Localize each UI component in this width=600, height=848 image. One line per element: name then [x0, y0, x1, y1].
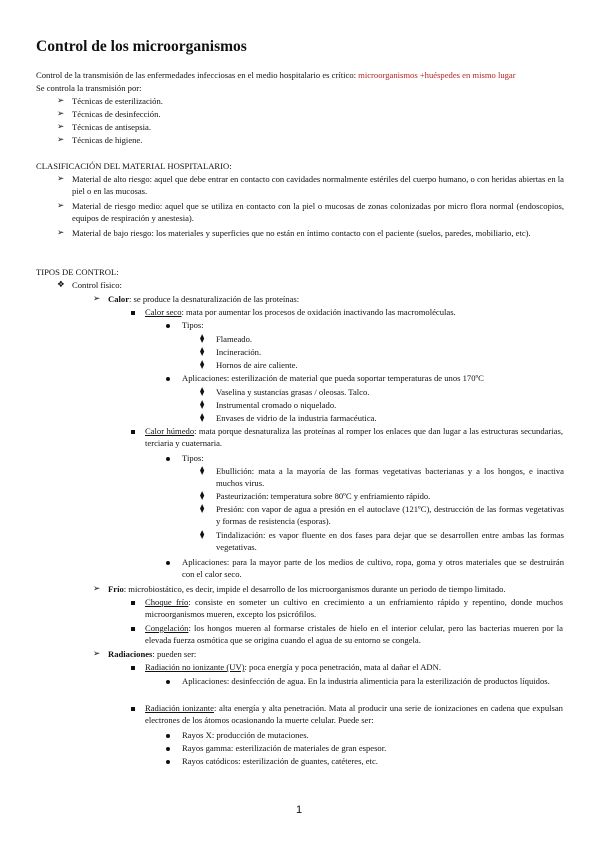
- list-item: Técnicas de esterilización.: [72, 96, 163, 106]
- radiaciones-label: Radiaciones: [108, 649, 153, 659]
- diamond-bullet-icon: ❖: [57, 280, 65, 290]
- list-item: Flameado.: [216, 334, 253, 344]
- section-heading: CLASIFICACIÓN DEL MATERIAL HOSPITALARIO:: [36, 161, 232, 171]
- document-title: Control de los microorganismos: [36, 38, 247, 55]
- calor-seco-text: : mata por aumentar los procesos de oxidación inactivando las macromoléculas.: [181, 307, 456, 317]
- square-bullet-icon: [131, 430, 135, 434]
- list-item: Vaselina y sustancias grasas / oleosas. Talco.: [216, 387, 370, 397]
- intro-line: [36, 70, 516, 82]
- choque-frio-label: Choque frío: [145, 597, 189, 607]
- radiacion-ionizante-item: [145, 703, 563, 726]
- list-item: Técnicas de antisepsia.: [72, 122, 151, 132]
- arrow-bullet-icon: ➢: [93, 649, 101, 659]
- round-bullet-icon: [166, 457, 170, 461]
- list-item: Envases de vidrio de la industria farmacéutica.: [216, 413, 377, 423]
- arrow-bullet-icon: ➢: [57, 135, 65, 145]
- round-bullet-icon: [166, 747, 170, 751]
- round-bullet-icon: [166, 680, 170, 684]
- round-bullet-icon: [166, 734, 170, 738]
- list-item: Incineración.: [216, 347, 262, 357]
- list-item: Tindalización: es vapor fluente en dos fases para dejar que se desarrollen entre ambas las formas vegetativas.: [216, 530, 564, 552]
- list-item: Rayos catódicos: esterilización de guantes, catéteres, etc.: [182, 756, 378, 766]
- list-item: Técnicas de desinfección.: [72, 109, 161, 119]
- arrow-bullet-icon: ➢: [57, 201, 65, 211]
- list-item: Rayos gamma: esterilización de materiales de gran espesor.: [182, 743, 387, 753]
- arrow-bullet-icon: ➢: [57, 122, 65, 132]
- diamond-bullet-icon: ⧫: [200, 530, 205, 540]
- diamond-bullet-icon: ⧫: [200, 387, 205, 397]
- radiaciones-item: [108, 649, 196, 661]
- frio-label: Frío: [108, 584, 124, 594]
- intro-text: Control de la transmisión de las enfermedades infecciosas en el medio hospitalario es crítico:: [36, 70, 359, 80]
- aplicaciones-text: Aplicaciones: esterilización de material que pueda soportar temperaturas de unos 170ºC: [182, 373, 484, 383]
- list-item: Material de riesgo medio: aquel que se utiliza en contacto con la piel o mucosas de zonas colonizadas por micro flora normal (endoscopios, equipos de respiración y anestesia).: [72, 201, 564, 223]
- section-heading: TIPOS DE CONTROL:: [36, 267, 119, 277]
- diamond-bullet-icon: ⧫: [200, 504, 205, 514]
- diamond-bullet-icon: ⧫: [200, 413, 205, 423]
- congelacion-text: : los hongos mueren al formarse cristales de hielo en el interior celular, pero las bacterias mueren por la elevada fuerza osmótica que se origina cuando el agua de su entorno se congela.: [145, 623, 563, 645]
- calor-text: : se produce la desnaturalización de las proteínas:: [129, 294, 300, 304]
- arrow-bullet-icon: ➢: [93, 294, 101, 304]
- calor-seco-label: Calor seco: [145, 307, 182, 317]
- intro-highlight: microorganismos +huéspedes en mismo lugar: [358, 70, 516, 80]
- radiacion-ionizante-label: Radiación ionizante: [145, 703, 214, 713]
- aplicaciones-text: Aplicaciones: desinfección de agua. En la industria alimenticia para la esterilización de productos líquidos.: [182, 676, 550, 686]
- arrow-bullet-icon: ➢: [93, 584, 101, 594]
- square-bullet-icon: [131, 311, 135, 315]
- calor-humedo-label: Calor húmedo: [145, 426, 195, 436]
- diamond-bullet-icon: ⧫: [200, 347, 205, 357]
- diamond-bullet-icon: ⧫: [200, 360, 205, 370]
- diamond-bullet-icon: ⧫: [200, 400, 205, 410]
- radiaciones-text: : pueden ser:: [152, 649, 197, 659]
- aplicaciones-text: Aplicaciones: para la mayor parte de los medios de cultivo, ropa, goma y otros materiales que se destruirán con el calor seco.: [182, 557, 564, 579]
- choque-frio-item: [145, 597, 563, 620]
- radiacion-ionizante-text: : alta energía y alta penetración. Mata al producir una serie de ionizaciones en cadena que expulsan electrones de los átomos ocasionando la muerte celular. Puede ser:: [145, 703, 563, 725]
- page-number: 1: [296, 804, 303, 816]
- intro-subtitle: Se controla la transmisión por:: [36, 83, 142, 93]
- list-item: Material de alto riesgo: aquel que debe entrar en contacto con cavidades normalmente estériles del cuerpo humano, o con heridas abiertas en la piel o en las mucosas.: [72, 174, 564, 196]
- square-bullet-icon: [131, 666, 135, 670]
- list-item: Instrumental cromado o niquelado.: [216, 400, 337, 410]
- square-bullet-icon: [131, 601, 135, 605]
- list-item: Material de bajo riesgo: los materiales y superficies que no están en íntimo contacto con el paciente (suelos, paredes, mobiliario, etc).: [72, 228, 531, 238]
- arrow-bullet-icon: ➢: [57, 228, 65, 238]
- list-item: Técnicas de higiene.: [72, 135, 143, 145]
- round-bullet-icon: [166, 377, 170, 381]
- arrow-bullet-icon: ➢: [57, 109, 65, 119]
- calor-humedo-text: : mata porque desnaturaliza las proteínas al romper los enlaces que dan lugar a las estructuras secundarias, terciaria y cuaternaria.: [145, 426, 563, 448]
- diamond-bullet-icon: ⧫: [200, 491, 205, 501]
- list-item: Rayos X: producción de mutaciones.: [182, 730, 309, 740]
- radiacion-no-ionizante-text: : poca energía y poca penetración, mata al dañar el ADN.: [244, 662, 441, 672]
- congelacion-label: Congelación: [145, 623, 189, 633]
- round-bullet-icon: [166, 561, 170, 565]
- list-item: Presión: con vapor de agua a presión en el autoclave (121ºC), destrucción de las formas vegetativas y formas de resistencia (esporas).: [216, 504, 564, 526]
- calor-label: Calor: [108, 294, 130, 304]
- arrow-bullet-icon: ➢: [57, 96, 65, 106]
- subsection-heading: Control físico:: [72, 280, 122, 290]
- list-item: Hornos de aire caliente.: [216, 360, 298, 370]
- choque-frio-text: : consiste en someter un cultivo en crecimiento a un enfriamiento rápido y repentino, donde muchos microorganismos mueren, excepto los psicrófilos.: [145, 597, 563, 619]
- round-bullet-icon: [166, 760, 170, 764]
- square-bullet-icon: [131, 627, 135, 631]
- calor-item: [108, 294, 299, 306]
- calor-humedo-item: [145, 426, 563, 449]
- round-bullet-icon: [166, 324, 170, 328]
- radiacion-no-ionizante-label: Radiación no ionizante (UV): [145, 662, 245, 672]
- frio-item: [108, 584, 506, 596]
- tipos-label: Tipos:: [182, 320, 204, 330]
- radiacion-no-ionizante-item: [145, 662, 441, 674]
- arrow-bullet-icon: ➢: [57, 174, 65, 184]
- tipos-label: Tipos:: [182, 453, 204, 463]
- congelacion-item: [145, 623, 563, 646]
- diamond-bullet-icon: ⧫: [200, 466, 205, 476]
- list-item: Pasteurización: temperatura sobre 80ºC y enfriamiento rápido.: [216, 491, 431, 501]
- list-item: Ebullición: mata a la mayoría de las formas vegetativas bacterianas y a los hongos, e inactiva muchos virus.: [216, 466, 564, 488]
- diamond-bullet-icon: ⧫: [200, 334, 205, 344]
- square-bullet-icon: [131, 707, 135, 711]
- calor-seco-item: [145, 307, 456, 319]
- frio-text: : microbiostático, es decir, impide el desarrollo de los microorganismos durante un periodo de tiempo limitado.: [123, 584, 506, 594]
